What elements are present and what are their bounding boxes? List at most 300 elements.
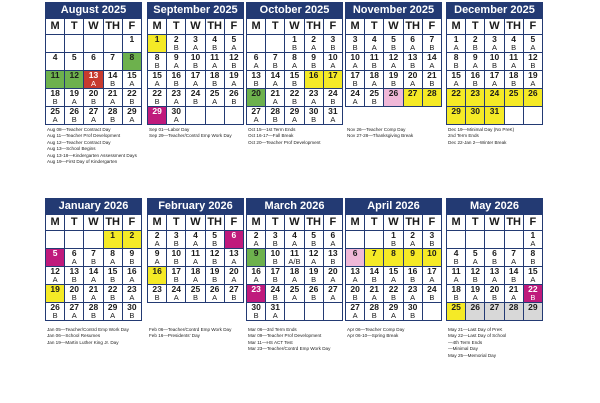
weekday-header: W (186, 215, 205, 231)
day-cell (485, 267, 504, 285)
day-cell (285, 231, 304, 249)
day-number: 30 (251, 302, 261, 312)
day-number: 18 (289, 266, 300, 276)
month-notes (347, 327, 457, 340)
day-cell (403, 53, 422, 71)
day-rotation-label: A (110, 97, 116, 106)
day-cell (485, 249, 504, 267)
day-cell (304, 249, 323, 267)
day-rotation-label: A (154, 239, 160, 248)
week-row (148, 53, 244, 71)
day-cell (403, 71, 422, 89)
month-november-2025 (345, 2, 442, 107)
day-number: 22 (127, 88, 137, 98)
day-rotation-label: B (272, 61, 278, 70)
day-number: 17 (427, 266, 437, 276)
day-rotation-label: A (129, 79, 135, 88)
week-row (247, 35, 343, 53)
day-rotation-label: A (71, 311, 77, 320)
day-cell (186, 231, 205, 249)
day-cell (485, 89, 504, 107)
day-rotation-label: A (192, 79, 198, 88)
day-number: 15 (152, 70, 162, 80)
day-number: 6 (231, 230, 237, 240)
day-number: 29 (107, 302, 118, 312)
day-number: 9 (311, 52, 317, 62)
day-number: 9 (154, 248, 160, 258)
day-rotation-label: A (330, 275, 336, 284)
weekday-header: F (224, 19, 243, 35)
day-cell (186, 107, 205, 125)
day-rotation-label: A (212, 61, 218, 70)
note-line: May 25—Memorial Day (448, 352, 496, 358)
day-rotation-label: B (173, 43, 179, 52)
day-rotation-label: A (330, 115, 336, 124)
weekday-header: T (365, 19, 384, 35)
day-number: 30 (407, 302, 418, 312)
weekday-header: TH (205, 19, 224, 35)
day-cell (65, 249, 84, 267)
day-number: 11 (190, 248, 200, 258)
day-cell (485, 285, 504, 303)
day-number: 29 (388, 302, 399, 312)
day-rotation-label: B (253, 79, 259, 88)
day-number: 28 (107, 106, 118, 116)
weekday-header: TH (304, 19, 323, 35)
week-row (447, 303, 543, 321)
weekday-header: TH (103, 19, 122, 35)
note-line: Jan 05—Teacher/Contrd Emp Work Day (47, 327, 129, 332)
day-rotation-label: B (154, 61, 160, 70)
day-cell (346, 53, 365, 71)
day-cell (422, 231, 441, 249)
day-number: 3 (492, 34, 497, 44)
day-cell (46, 249, 65, 267)
day-number: 21 (107, 88, 118, 98)
note-line: Dec 22-Jan 2—Winter Break (448, 139, 507, 145)
day-rotation-label: A (453, 43, 459, 52)
month-title: December 2025 (446, 2, 543, 18)
day-cell (523, 35, 542, 53)
weekday-header: T (167, 215, 186, 231)
day-number: 23 (470, 88, 481, 98)
day-number: 8 (110, 248, 116, 258)
day-cell (167, 89, 186, 107)
day-cell (403, 231, 422, 249)
day-cell (167, 231, 186, 249)
day-cell (224, 267, 243, 285)
weekday-header: F (224, 215, 243, 231)
day-number: 15 (388, 266, 399, 276)
month-grid (446, 18, 543, 125)
day-number: 11 (369, 52, 379, 62)
month-notes (248, 327, 358, 353)
week-row (346, 249, 442, 267)
day-number: 3 (193, 34, 198, 44)
day-cell (46, 53, 65, 71)
day-cell (422, 35, 441, 53)
day-rotation-label: B (410, 275, 416, 284)
day-number: 14 (270, 70, 281, 80)
week-row (346, 231, 442, 249)
day-cell (523, 285, 542, 303)
day-number: 24 (427, 284, 437, 294)
day-number: 31 (270, 302, 281, 312)
day-number: 20 (350, 284, 360, 294)
note-line: Jan 06—School Resumes (47, 333, 101, 339)
day-rotation-label: B (311, 275, 317, 284)
day-cell (485, 53, 504, 71)
day-rotation-label: A (511, 61, 517, 70)
week-row (247, 303, 343, 321)
day-cell (323, 303, 342, 321)
day-number: 24 (328, 88, 338, 98)
day-number: 8 (129, 52, 135, 62)
day-rotation-label: B (311, 115, 317, 124)
day-cell (285, 35, 304, 53)
day-number: 9 (173, 52, 179, 62)
weekday-header: TH (403, 215, 422, 231)
day-number: 11 (451, 266, 461, 276)
day-rotation-label: A (253, 275, 259, 284)
day-cell (384, 303, 403, 321)
day-cell (103, 107, 122, 125)
weekday-header: TH (103, 215, 122, 231)
note-line: Dec 19—Minimal Day (No PreK) (448, 127, 515, 132)
day-cell (266, 107, 285, 125)
day-number: 14 (427, 52, 437, 62)
day-number: 5 (52, 248, 58, 258)
day-cell (485, 231, 504, 249)
day-cell (148, 267, 167, 285)
week-row (346, 267, 442, 285)
day-cell (247, 267, 266, 285)
day-cell (523, 71, 542, 89)
day-cell (504, 53, 523, 71)
day-rotation-label: B (272, 115, 278, 124)
day-number: 27 (251, 106, 261, 116)
day-cell (46, 303, 65, 321)
day-number: 27 (88, 106, 99, 116)
day-number: 22 (528, 284, 538, 294)
month-notes (149, 327, 259, 340)
week-row (148, 231, 244, 249)
week-row (447, 53, 543, 71)
day-rotation-label: B (231, 61, 237, 70)
day-rotation-label: B (491, 293, 497, 302)
day-number: 25 (369, 88, 380, 98)
day-rotation-label: B (390, 43, 396, 52)
weekday-header: F (122, 215, 141, 231)
day-number: 23 (152, 284, 162, 294)
day-rotation-label: A (371, 43, 377, 52)
day-rotation-label: B (352, 293, 358, 302)
week-row (46, 89, 142, 107)
month-april-2026 (345, 198, 442, 321)
day-number: 19 (308, 266, 319, 276)
day-number: 17 (171, 266, 182, 276)
note-line: Oct 15—1st Term Ends (248, 127, 296, 132)
day-number: 7 (511, 248, 517, 258)
day-number: 10 (171, 248, 182, 258)
day-rotation-label: B (330, 43, 336, 52)
day-cell (247, 249, 266, 267)
day-rotation-label: B (71, 293, 77, 302)
day-number: 31 (328, 106, 338, 116)
day-number: 20 (88, 88, 99, 98)
weekday-header: W (84, 215, 103, 231)
day-rotation-label: B (110, 293, 116, 302)
weekday-header: W (285, 215, 304, 231)
day-number: 28 (508, 302, 519, 312)
day-number: 29 (289, 106, 300, 116)
month-grid (446, 214, 543, 321)
month-title: January 2026 (45, 198, 142, 214)
day-rotation-label: B (390, 293, 396, 302)
day-rotation-label: B (212, 43, 218, 52)
note-line: Mar 11—HS ACT Test (248, 339, 293, 345)
day-cell (403, 267, 422, 285)
day-number: 23 (251, 284, 261, 294)
day-number: 26 (69, 106, 80, 116)
day-cell (46, 267, 65, 285)
day-cell (205, 89, 224, 107)
day-rotation-label: B (311, 61, 317, 70)
day-rotation-label: B (511, 43, 517, 52)
day-cell (84, 107, 103, 125)
weekday-header: F (523, 215, 542, 231)
day-number: 24 (350, 88, 360, 98)
weekday-header: M (346, 215, 365, 231)
day-number: 10 (427, 248, 437, 258)
day-cell (466, 249, 485, 267)
day-number: 29 (127, 106, 137, 116)
day-number: 13 (350, 266, 360, 276)
day-rotation-label: B (272, 239, 278, 248)
month-january-2026 (45, 198, 142, 321)
week-row (46, 71, 142, 89)
day-cell (266, 249, 285, 267)
day-rotation-label: A (272, 97, 278, 106)
day-cell (285, 303, 304, 321)
week-row (447, 107, 543, 125)
day-cell (523, 231, 542, 249)
weekday-header: F (122, 19, 141, 35)
month-title: August 2025 (45, 2, 142, 18)
month-september-2025 (147, 2, 244, 125)
day-number: 21 (88, 284, 99, 294)
day-number: 25 (50, 106, 60, 116)
day-number: 30 (470, 106, 481, 116)
note-line: Feb 16—Presidents' Day (149, 333, 200, 339)
day-number: 30 (308, 106, 319, 116)
day-cell (84, 267, 103, 285)
day-rotation-label: B (110, 115, 116, 124)
day-rotation-label: A (311, 97, 317, 106)
week-row (148, 249, 244, 267)
day-number: 20 (489, 284, 500, 294)
day-cell (247, 71, 266, 89)
day-cell (224, 35, 243, 53)
day-number: 15 (289, 70, 300, 80)
day-rotation-label: A (129, 115, 135, 124)
day-cell (422, 249, 441, 267)
day-cell (266, 285, 285, 303)
weekday-header: W (84, 19, 103, 35)
day-cell (447, 249, 466, 267)
day-rotation-label: B (429, 293, 435, 302)
day-cell (285, 107, 304, 125)
day-rotation-label: B (491, 257, 497, 266)
day-number: 20 (251, 88, 261, 98)
weekday-header: F (422, 215, 441, 231)
day-number: 22 (107, 284, 118, 294)
day-number: 23 (171, 88, 182, 98)
day-number: 10 (190, 52, 201, 62)
day-cell (224, 249, 243, 267)
day-rotation-label: B (511, 275, 517, 284)
day-rotation-label: B (530, 257, 536, 266)
weekday-header: W (285, 19, 304, 35)
weekday-header: T (167, 19, 186, 35)
day-number: 14 (88, 266, 99, 276)
day-rotation-label: B (231, 97, 237, 106)
month-title: May 2026 (446, 198, 543, 214)
day-cell (323, 35, 342, 53)
day-rotation-label: A (52, 275, 58, 284)
day-rotation-label: A (352, 311, 358, 320)
day-cell (247, 285, 266, 303)
day-cell (304, 285, 323, 303)
month-october-2025 (246, 2, 343, 125)
day-cell (323, 285, 342, 303)
day-number: 5 (311, 230, 317, 240)
day-rotation-label: B (390, 239, 396, 248)
week-row (148, 285, 244, 303)
day-number: 9 (410, 248, 416, 258)
day-rotation-label: B (530, 61, 536, 70)
day-number: 18 (508, 70, 519, 80)
day-cell (103, 53, 122, 71)
day-cell (485, 107, 504, 125)
day-rotation-label: A (110, 257, 116, 266)
day-rotation-label: A (291, 115, 297, 124)
week-row (346, 89, 442, 107)
day-rotation-label: B (71, 115, 77, 124)
day-cell (466, 35, 485, 53)
day-rotation-label: A (390, 311, 396, 320)
day-number: 22 (388, 284, 399, 294)
day-number: 12 (308, 248, 319, 258)
day-number: 13 (229, 248, 239, 258)
day-rotation-label: A (291, 293, 297, 302)
day-cell (447, 53, 466, 71)
day-rotation-label: A (330, 61, 336, 70)
day-rotation-label: B (371, 97, 377, 106)
day-rotation-label: A (429, 61, 435, 70)
day-cell (523, 53, 542, 71)
day-cell (285, 285, 304, 303)
day-number: 10 (350, 52, 360, 62)
day-rotation-label: A (352, 275, 358, 284)
day-number: 6 (410, 34, 416, 44)
day-rotation-label: A (231, 257, 237, 266)
day-number: 28 (88, 302, 99, 312)
day-cell (285, 249, 304, 267)
day-cell (285, 53, 304, 71)
week-row (247, 249, 343, 267)
day-rotation-label: B (212, 275, 218, 284)
day-cell (504, 303, 523, 321)
day-rotation-label: B (429, 79, 435, 88)
day-cell (65, 53, 84, 71)
day-number: 25 (289, 284, 300, 294)
day-number: 25 (451, 302, 461, 312)
day-rotation-label: A (472, 293, 478, 302)
day-rotation-label: A (291, 275, 297, 284)
day-cell (384, 249, 403, 267)
week-row (46, 107, 142, 125)
weekday-header: M (346, 19, 365, 35)
week-row (247, 107, 343, 125)
day-number: 27 (69, 302, 80, 312)
day-cell (346, 35, 365, 53)
day-number: 11 (50, 70, 60, 80)
day-rotation-label: A (530, 79, 536, 88)
day-cell (205, 285, 224, 303)
day-cell (403, 303, 422, 321)
day-cell (466, 71, 485, 89)
week-row (148, 35, 244, 53)
day-number: 23 (407, 284, 418, 294)
day-cell (285, 267, 304, 285)
day-cell (447, 303, 466, 321)
day-number: 25 (190, 284, 201, 294)
day-cell (84, 249, 103, 267)
day-number: 3 (272, 230, 278, 240)
day-rotation-label: B (173, 239, 179, 248)
day-rotation-label: B (90, 257, 96, 266)
day-number: 1 (453, 34, 459, 44)
weekday-header: T (65, 215, 84, 231)
day-number: 17 (489, 70, 500, 80)
day-cell (323, 71, 342, 89)
day-cell (148, 89, 167, 107)
day-cell (466, 89, 485, 107)
day-cell (167, 107, 186, 125)
day-number: 16 (308, 70, 319, 80)
day-cell (346, 285, 365, 303)
day-rotation-label: A (231, 79, 237, 88)
day-cell (422, 267, 441, 285)
day-number: 4 (193, 230, 198, 240)
day-rotation-label: A (530, 43, 536, 52)
day-number: 6 (253, 52, 259, 62)
day-rotation-label: A (410, 293, 416, 302)
day-cell (365, 53, 384, 71)
day-rotation-label: A (453, 275, 459, 284)
week-row (148, 89, 244, 107)
day-cell (403, 89, 422, 107)
month-notes (448, 127, 558, 146)
day-rotation-label: A (352, 97, 358, 106)
day-rotation-label: A (253, 115, 259, 124)
day-number: 22 (451, 88, 461, 98)
day-rotation-label: A (511, 293, 517, 302)
day-number: 18 (50, 88, 60, 98)
day-rotation-label: A (129, 275, 135, 284)
day-rotation-label: A (530, 239, 536, 248)
